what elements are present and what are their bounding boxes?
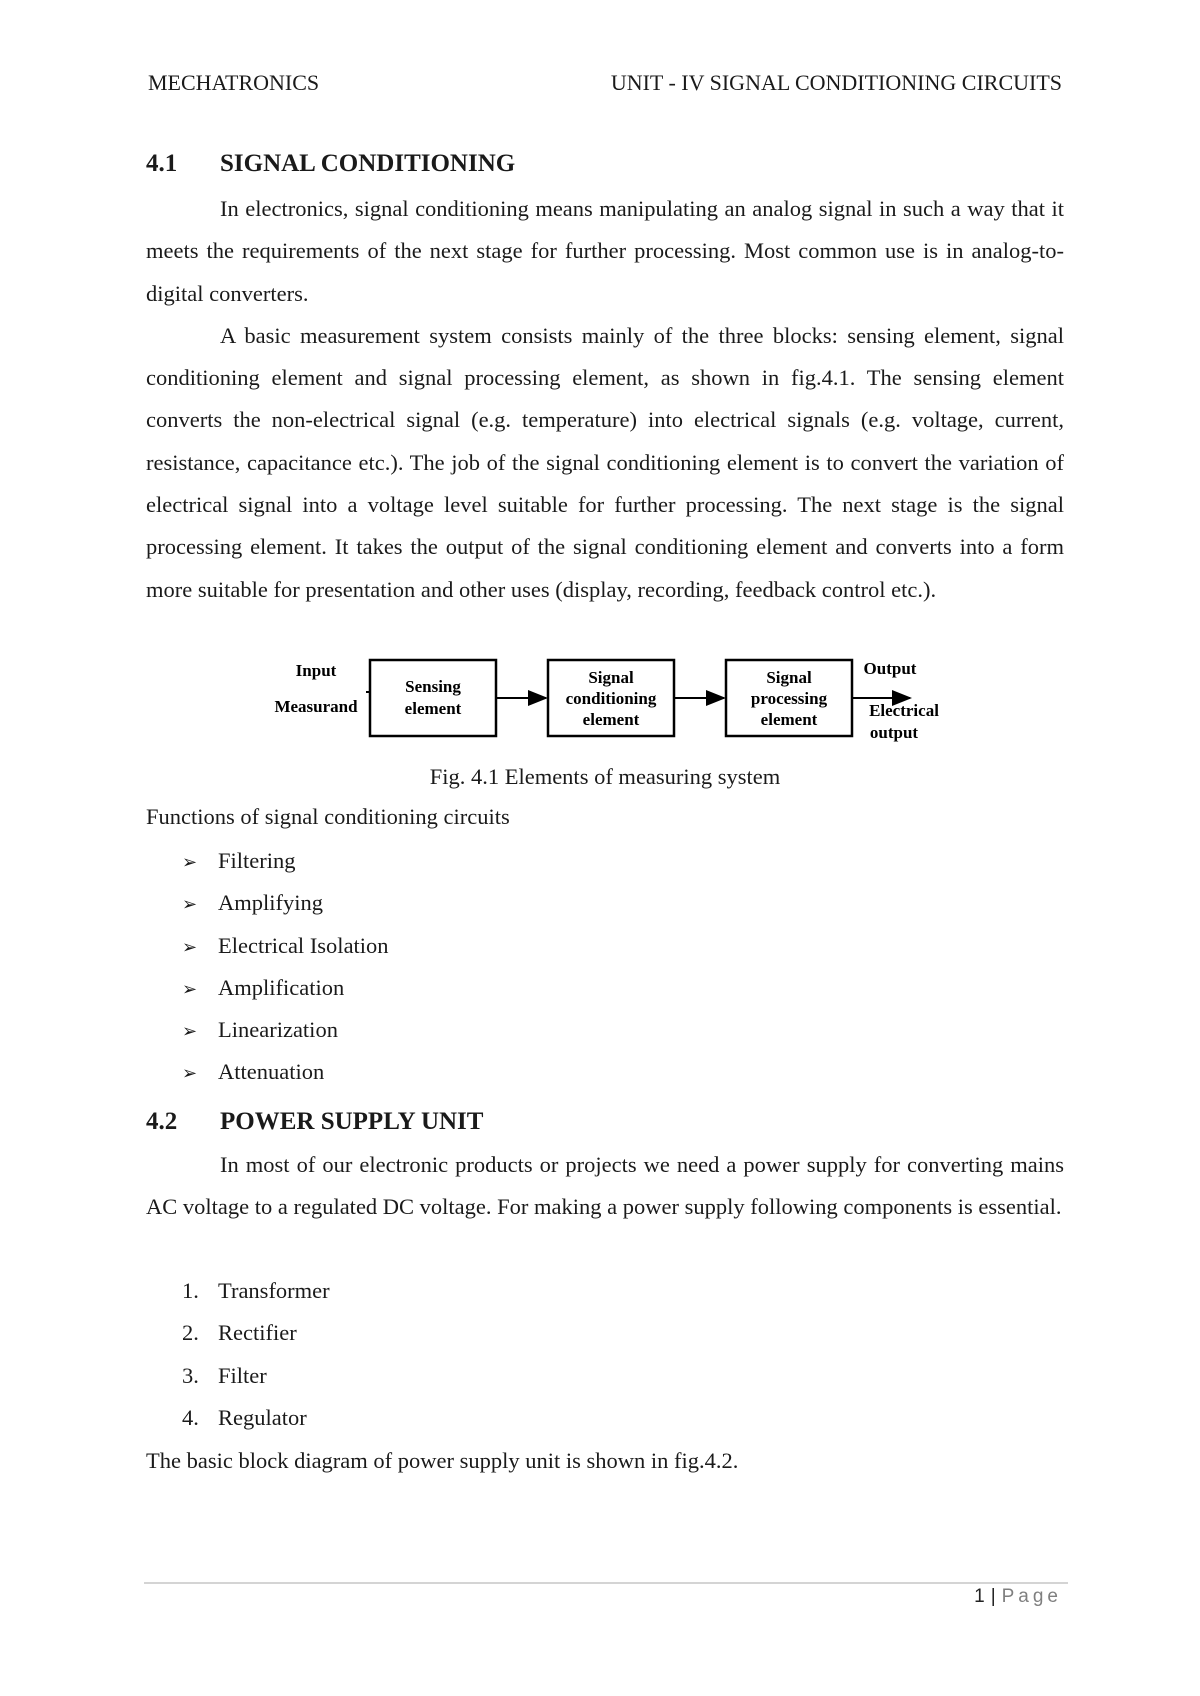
functions-heading: Functions of signal conditioning circuits bbox=[146, 804, 510, 829]
components-list bbox=[182, 1270, 330, 1439]
page-footer bbox=[974, 1586, 1062, 1608]
section-number: 4.2 bbox=[146, 1108, 178, 1135]
paragraph-power-supply: In most of our electronic products or projects we need a power supply for converting mains AC voltage to a regulated DC voltage. For making a power supply following components is essential. bbox=[146, 1152, 1064, 1220]
footer-divider bbox=[144, 1582, 1068, 1584]
measurand-label: Measurand bbox=[274, 697, 358, 716]
page-header bbox=[148, 70, 1062, 100]
header-unit-title: UNIT - IV SIGNAL CONDITIONING CIRCUITS bbox=[610, 70, 1062, 95]
output-label: Output bbox=[863, 659, 917, 678]
list-item: 1. Transformer bbox=[182, 1278, 330, 1303]
block3-line1: Signal bbox=[766, 668, 812, 687]
input-label: Input bbox=[295, 661, 337, 680]
arrow-bullet-icon: ➢ bbox=[182, 978, 198, 1000]
section-number: 4.1 bbox=[146, 150, 178, 177]
arrow-bullet-icon: ➢ bbox=[182, 894, 198, 916]
section-heading-4-2 bbox=[146, 1108, 483, 1136]
closing-sentence: The basic block diagram of power supply unit is shown in fig.4.2. bbox=[146, 1448, 739, 1473]
list-item: ➢ Filtering bbox=[182, 840, 389, 882]
block3-line3: element bbox=[760, 710, 818, 729]
section-heading-4-1 bbox=[146, 150, 515, 178]
block2-line1: Signal bbox=[588, 668, 634, 687]
block1-line1: Sensing bbox=[405, 677, 461, 696]
figure-measuring-system-diagram bbox=[270, 652, 950, 754]
arrow-bullet-icon: ➢ bbox=[182, 852, 198, 873]
arrow-bullet-icon: ➢ bbox=[182, 1063, 198, 1085]
block2-line3: element bbox=[582, 710, 640, 729]
page-label: Page bbox=[1001, 1586, 1062, 1607]
block3-line2: processing bbox=[750, 689, 828, 708]
figure-caption: Fig. 4.1 Elements of measuring system bbox=[429, 764, 781, 789]
list-item: ➢ Amplifying bbox=[182, 882, 389, 924]
page-number: 1 bbox=[974, 1586, 985, 1607]
electrical-output-line2: output bbox=[869, 723, 919, 742]
paragraph-measurement-system: A basic measurement system consists mainly of the three blocks: sensing element, signal conditioning element and signal processing element, as shown in fig.4.1. The sensing element converts the non-electrical signal (e.g. temperature) into electrical signals (e.g. voltage, current, resistance, capacitance etc.). The job of the signal conditioning element is to convert the variation of electrical signal into a voltage level suitable for further processing. The next stage is the signal processing element. It takes the output of the signal conditioning element and converts into a form more suitable for presentation and other uses (display, recording, feedback control etc.). bbox=[146, 322, 1064, 602]
paragraph-intro: In electronics, signal conditioning means manipulating an analog signal in such a way that it meets the requirements of the next stage for further processing. Most common use is in analog-to-digital converters. bbox=[146, 196, 1064, 306]
block1-line2: element bbox=[404, 699, 462, 718]
list-item: 2. Rectifier bbox=[182, 1320, 297, 1346]
list-item: ➢ Linearization bbox=[182, 1009, 389, 1051]
section-4-2-body bbox=[146, 1144, 1064, 1229]
list-item: 3. Filter bbox=[182, 1362, 267, 1388]
section-4-1-body bbox=[146, 188, 1064, 611]
list-item: ➢ Electrical Isolation bbox=[182, 925, 389, 967]
arrow-bullet-icon: ➢ bbox=[182, 936, 198, 958]
block2-line2: conditioning bbox=[565, 689, 657, 708]
section-title: SIGNAL CONDITIONING bbox=[220, 150, 516, 177]
header-course-title: MECHATRONICS bbox=[148, 70, 320, 95]
list-item: ➢ Amplification bbox=[182, 967, 389, 1009]
functions-list bbox=[182, 840, 389, 1094]
section-title: POWER SUPPLY UNIT bbox=[220, 1108, 484, 1135]
sensing-element-block bbox=[370, 660, 496, 736]
arrow-bullet-icon: ➢ bbox=[182, 1021, 198, 1043]
electrical-output-line1: Electrical bbox=[869, 701, 939, 720]
footer-separator: | bbox=[990, 1586, 996, 1607]
list-item: 4. Regulator bbox=[182, 1404, 307, 1430]
list-item: ➢ Attenuation bbox=[182, 1051, 389, 1093]
